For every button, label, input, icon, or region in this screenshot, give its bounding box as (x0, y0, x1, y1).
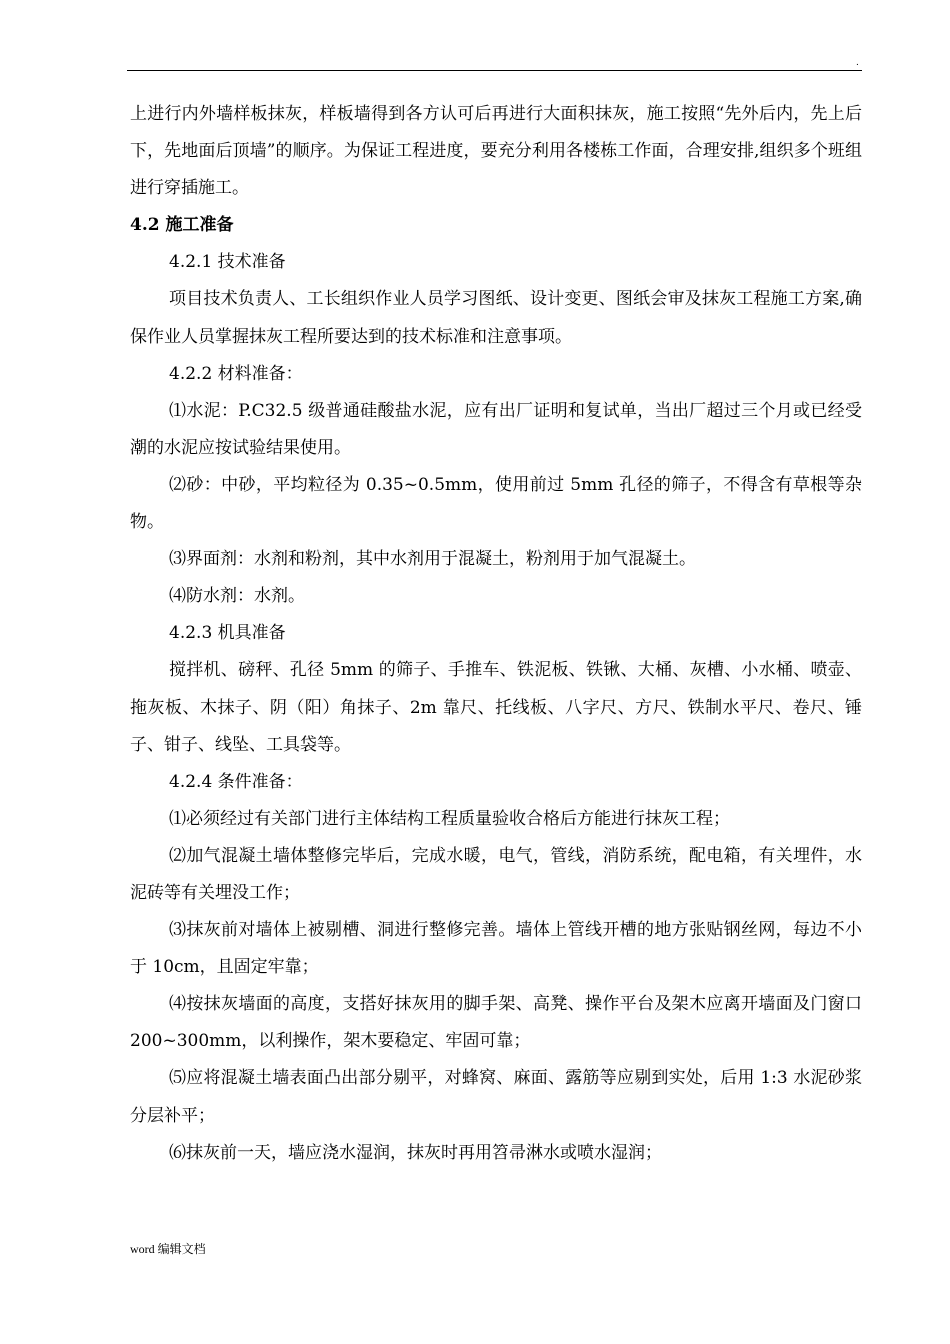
list-item-sand: ⑵砂：中砂，平均粒径为 0.35~0.5mm，使用前过 5mm 孔径的筛子，不得含有草根等杂物。 (130, 474, 862, 533)
paragraph-continuation: 上进行内外墙样板抹灰，样板墙得到各方认可后再进行大面积抹灰，施工按照“先外后内，先上后下，先地面后顶墙”的顺序。为保证工程进度，要充分利用各楼栋工作面，合理安排,组织多个班组进行穿插施工。 (130, 104, 862, 199)
list-item-condition-6: ⑹抹灰前一天，墙应浇水湿润，抹灰时再用笤帚淋水或喷水湿润； (169, 1142, 662, 1163)
page-footer: word 编辑文档 (130, 1242, 206, 1256)
document-body (130, 96, 862, 1172)
header-mark: . (856, 57, 859, 68)
subheading-equipment-prep: 4.2.3 机具准备 (169, 623, 286, 644)
paragraph-equipment-list: 搅拌机、磅秤、孔径 5mm 的筛子、手推车、铁泥板、铁锹、大桶、灰槽、小水桶、喷壶、拖灰板、木抹子、阴（阳）角抹子、2m 靠尺、托线板、八字尺、方尺、铁制水平尺、卷尺、锤子、钳子、线坠、工具袋等。 (130, 660, 862, 755)
subheading-condition-prep: 4.2.4 条件准备： (169, 771, 303, 792)
list-item-waterproofing-agent: ⑷防水剂：水剂。 (169, 586, 305, 607)
list-item-cement: ⑴水泥：P.C32.5 级普通硅酸盐水泥，应有出厂证明和复试单，当出厂超过三个月或已经受潮的水泥应按试验结果使用。 (130, 400, 862, 458)
header-rule (127, 70, 862, 71)
list-item-condition-5: ⑸应将混凝土墙表面凸出部分剔平，对蜂窝、麻面、露筋等应剔到实处，后用 1:3 水泥砂浆分层补平； (130, 1068, 862, 1126)
subheading-material-prep: 4.2.2 材料准备： (169, 363, 303, 384)
list-item-condition-1: ⑴必须经过有关部门进行主体结构工程质量验收合格后方能进行抹灰工程； (169, 808, 730, 829)
list-item-condition-4: ⑷按抹灰墙面的高度，支搭好抹灰用的脚手架、高凳、操作平台及架木应离开墙面及门窗口 200~300mm，以利操作，架木要稳定、牢固可靠； (130, 994, 862, 1052)
paragraph-technical-prep: 项目技术负责人、工长组织作业人员学习图纸、设计变更、图纸会审及抹灰工程施工方案,确保作业人员掌握抹灰工程所要达到的技术标准和注意事项。 (130, 289, 862, 347)
section-heading-4-2: 4.2 施工准备 (130, 215, 234, 236)
list-item-condition-2: ⑵加气混凝土墙体整修完毕后，完成水暖，电气，管线，消防系统，配电箱，有关埋件，水泥砖等有关埋没工作； (130, 845, 862, 903)
list-item-condition-3: ⑶抹灰前对墙体上被剔槽、洞进行整修完善。墙体上管线开槽的地方张贴钢丝网，每边不小于 10cm，且固定牢靠； (130, 920, 862, 978)
list-item-interface-agent: ⑶界面剂：水剂和粉剂，其中水剂用于混凝土，粉剂用于加气混凝土。 (169, 549, 696, 570)
subheading-technical-prep: 4.2.1 技术准备 (169, 252, 286, 273)
